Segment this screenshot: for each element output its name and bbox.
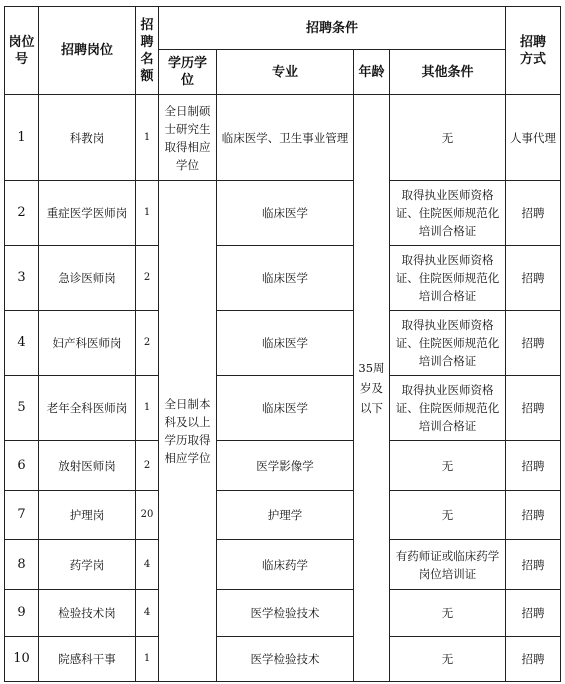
row-quota: 1	[136, 95, 159, 181]
row-major: 临床医学	[217, 376, 354, 441]
table-row	[5, 95, 561, 181]
row-major: 临床医学	[217, 246, 354, 311]
row-other: 无	[390, 491, 506, 540]
recruitment-table	[4, 6, 561, 682]
row-id: 7	[5, 491, 39, 540]
table-row	[5, 246, 561, 311]
header-position: 招聘岗位	[39, 7, 136, 95]
row-method: 招聘	[506, 181, 561, 246]
row-position: 妇产科医师岗	[39, 311, 136, 376]
row-major: 临床医学	[217, 181, 354, 246]
header-quota: 招聘名额	[136, 7, 159, 95]
row-method: 招聘	[506, 246, 561, 311]
row-id: 8	[5, 540, 39, 590]
row-major: 医学影像学	[217, 441, 354, 491]
row-quota: 2	[136, 246, 159, 311]
header-conditions: 招聘条件	[159, 7, 506, 50]
row-method: 招聘	[506, 540, 561, 590]
row-position: 放射医师岗	[39, 441, 136, 491]
education-grad: 全日制硕士研究生取得相应学位	[159, 95, 217, 181]
row-quota: 4	[136, 590, 159, 637]
row-position: 急诊医师岗	[39, 246, 136, 311]
row-position: 科教岗	[39, 95, 136, 181]
row-quota: 20	[136, 491, 159, 540]
row-method: 招聘	[506, 637, 561, 682]
row-major: 医学检验技术	[217, 590, 354, 637]
row-id: 2	[5, 181, 39, 246]
row-id: 1	[5, 95, 39, 181]
row-other: 取得执业医师资格证、住院医师规范化培训合格证	[390, 311, 506, 376]
row-id: 6	[5, 441, 39, 491]
header-major: 专业	[217, 50, 354, 95]
row-other: 有药师证或临床药学岗位培训证	[390, 540, 506, 590]
row-major: 医学检验技术	[217, 637, 354, 682]
row-major: 临床医学、卫生事业管理	[217, 95, 354, 181]
header-id: 岗位号	[5, 7, 39, 95]
row-major: 临床药学	[217, 540, 354, 590]
row-major: 临床医学	[217, 311, 354, 376]
row-id: 9	[5, 590, 39, 637]
header-age: 年龄	[354, 50, 390, 95]
row-position: 检验技术岗	[39, 590, 136, 637]
row-quota: 1	[136, 181, 159, 246]
row-method: 人事代理	[506, 95, 561, 181]
table-row	[5, 491, 561, 540]
row-method: 招聘	[506, 590, 561, 637]
row-quota: 2	[136, 311, 159, 376]
education-bachelor: 全日制本科及以上学历取得相应学位	[159, 181, 217, 682]
row-id: 5	[5, 376, 39, 441]
table-row	[5, 637, 561, 682]
row-position: 老年全科医师岗	[39, 376, 136, 441]
row-other: 无	[390, 95, 506, 181]
row-id: 3	[5, 246, 39, 311]
row-position: 药学岗	[39, 540, 136, 590]
row-other: 无	[390, 637, 506, 682]
row-position: 护理岗	[39, 491, 136, 540]
table-row	[5, 376, 561, 441]
row-method: 招聘	[506, 311, 561, 376]
header-education: 学历学位	[159, 50, 217, 95]
row-id: 4	[5, 311, 39, 376]
row-other: 无	[390, 441, 506, 491]
row-position: 院感科干事	[39, 637, 136, 682]
table-row	[5, 441, 561, 491]
row-id: 10	[5, 637, 39, 682]
row-other: 取得执业医师资格证、住院医师规范化培训合格证	[390, 376, 506, 441]
header-row-top	[5, 7, 561, 50]
row-quota: 2	[136, 441, 159, 491]
row-other: 无	[390, 590, 506, 637]
table-row	[5, 311, 561, 376]
row-method: 招聘	[506, 441, 561, 491]
row-quota: 1	[136, 637, 159, 682]
table-row	[5, 181, 561, 246]
row-quota: 1	[136, 376, 159, 441]
header-method: 招聘方式	[506, 7, 561, 95]
table-row	[5, 590, 561, 637]
table-row	[5, 540, 561, 590]
row-other: 取得执业医师资格证、住院医师规范化培训合格证	[390, 246, 506, 311]
row-method: 招聘	[506, 376, 561, 441]
row-other: 取得执业医师资格证、住院医师规范化培训合格证	[390, 181, 506, 246]
row-quota: 4	[136, 540, 159, 590]
row-major: 护理学	[217, 491, 354, 540]
age-requirement: 35周岁及以下	[354, 95, 390, 682]
row-position: 重症医学医师岗	[39, 181, 136, 246]
row-method: 招聘	[506, 491, 561, 540]
header-other: 其他条件	[390, 50, 506, 95]
